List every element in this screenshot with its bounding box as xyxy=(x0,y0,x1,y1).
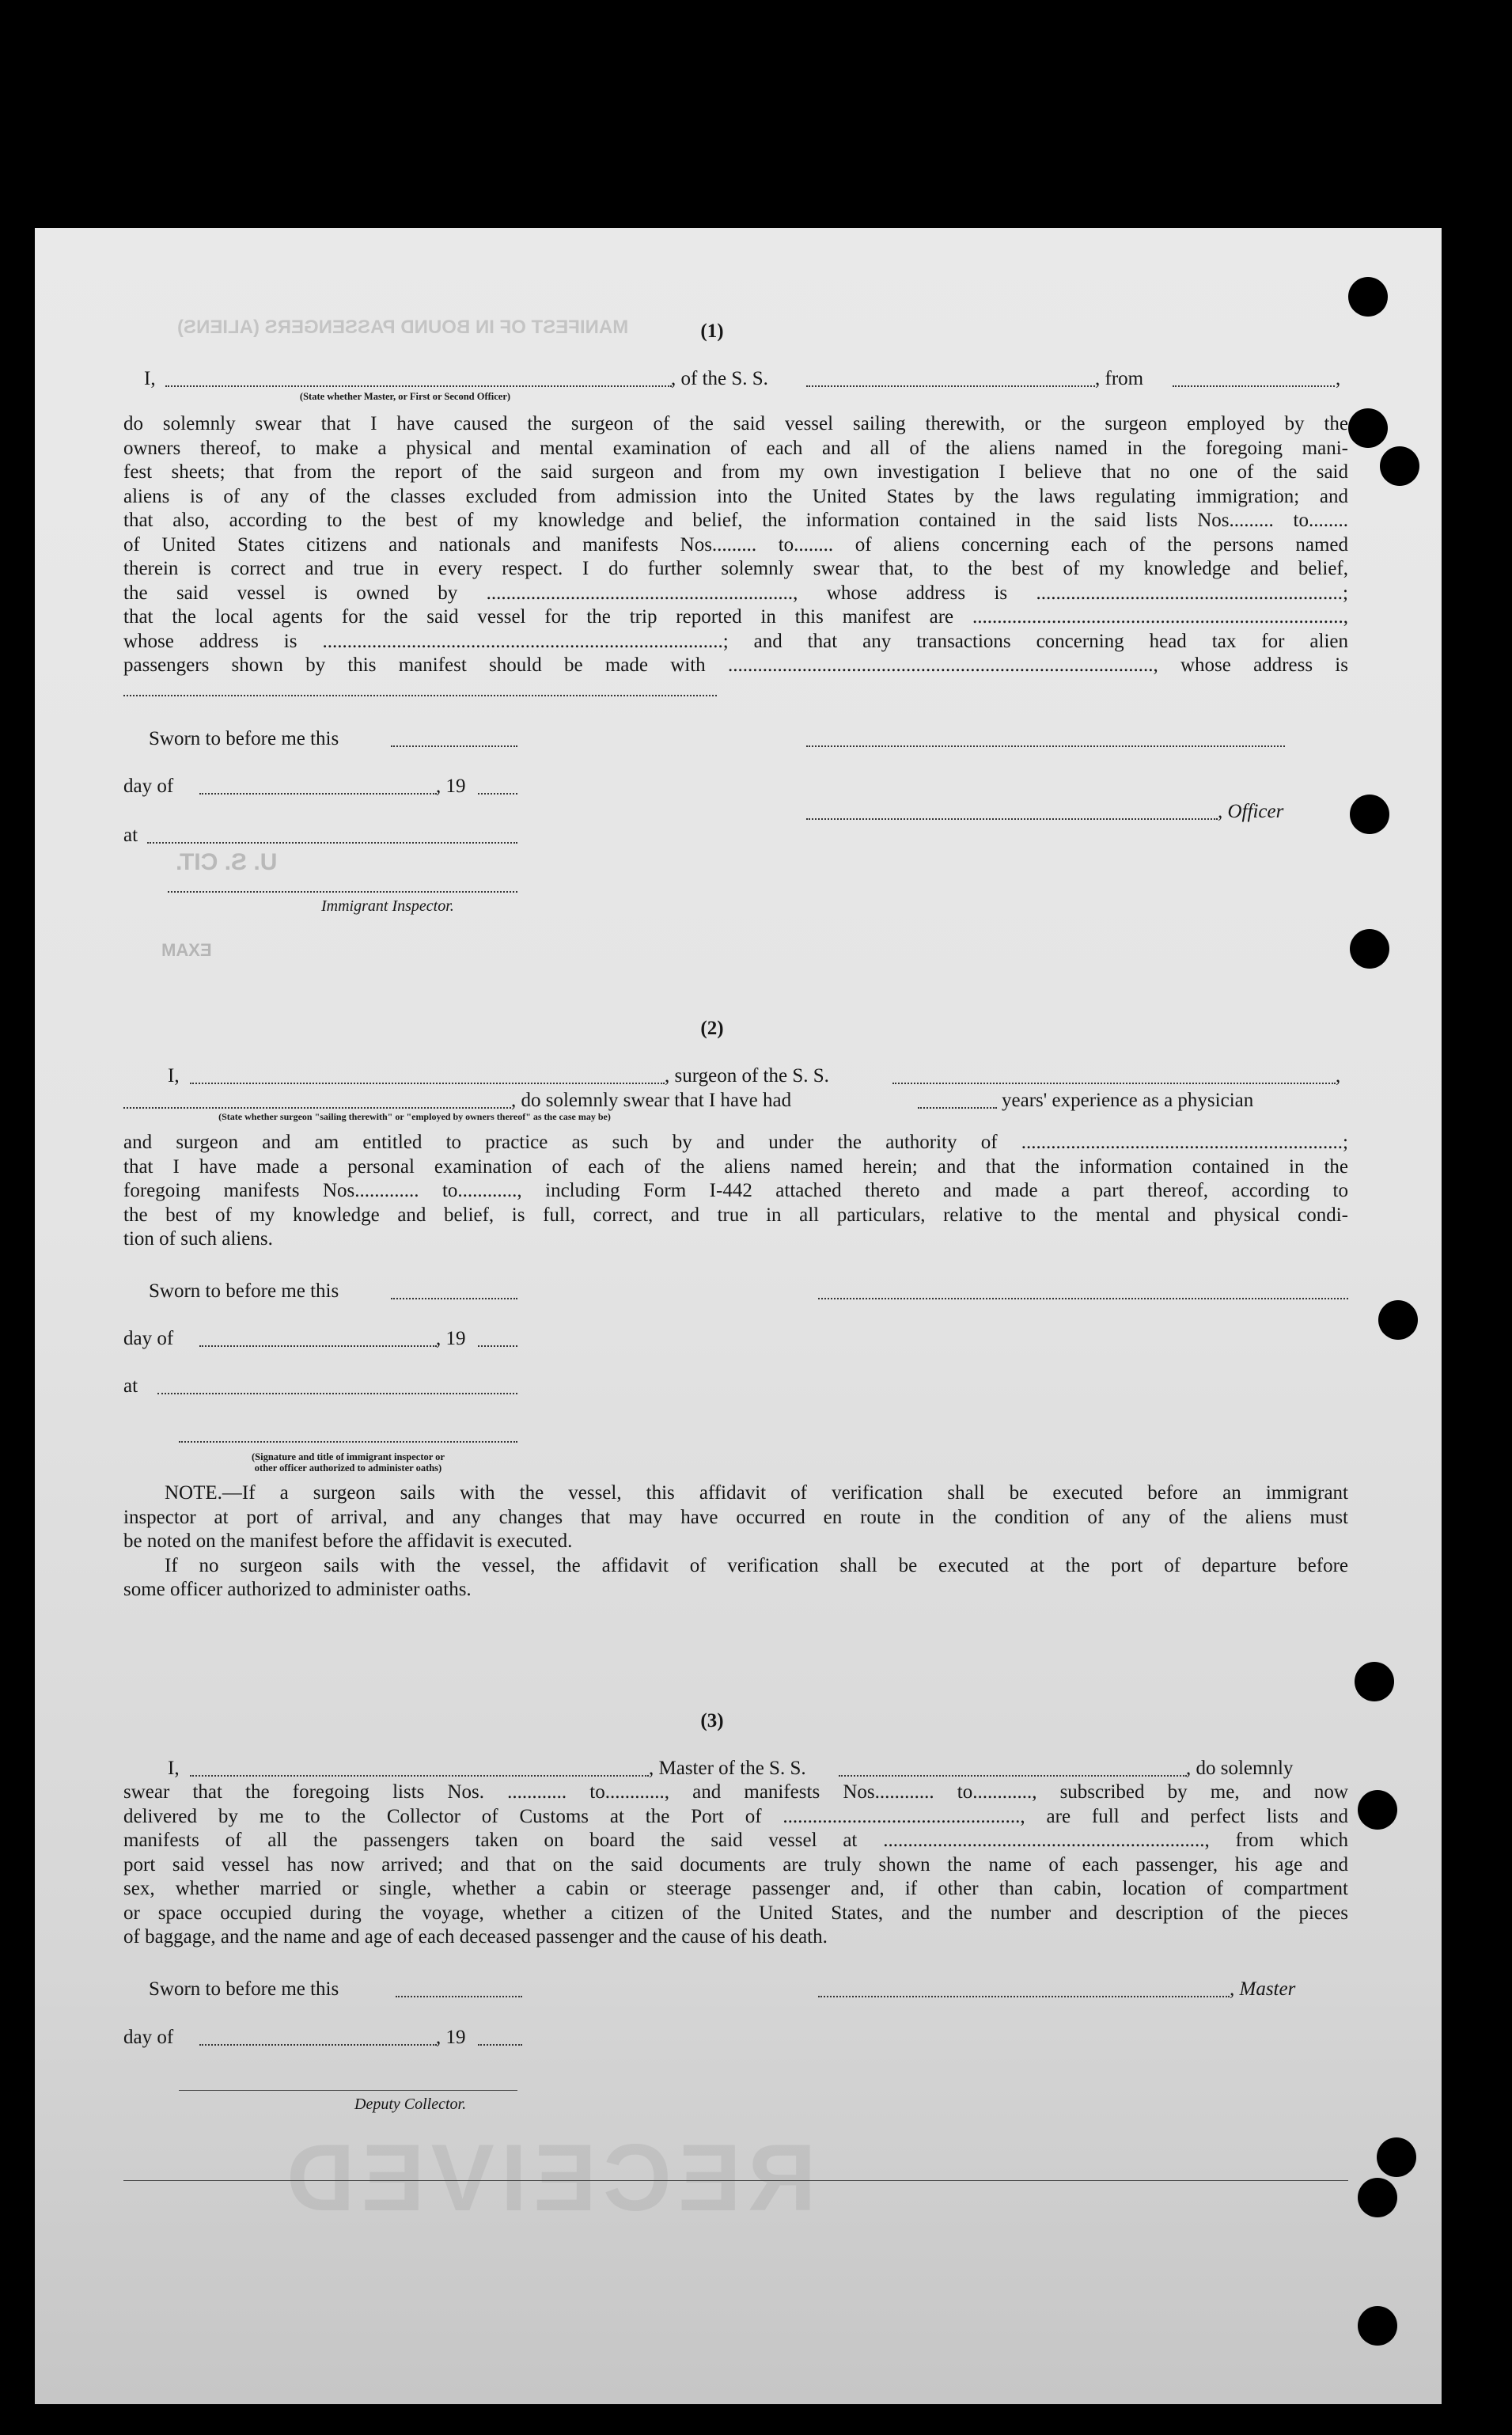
s3-master-of: , Master of the S. S. xyxy=(649,1758,806,1779)
s1-line: therein is correct and true in every respect. I do further solemnly swear that, to the best of my knowledge and belief, xyxy=(123,558,1348,579)
s3-line: delivered by me to the Collector of Customs at the Port of ................................................, are full and perfect lists and xyxy=(123,1805,1348,1827)
surgeon-hint: (State whether surgeon "sailing therewith" or "employed by owners thereof" as the case may be) xyxy=(218,1111,611,1122)
s2-year-line xyxy=(478,1345,517,1347)
s2-i: I, xyxy=(168,1065,180,1087)
s1-line: fest sheets; that from the report of the said surgeon and from my own investigation I believe that no one of the said xyxy=(123,461,1348,483)
master-name-line xyxy=(165,385,672,387)
s2-sworn-line xyxy=(391,1298,517,1299)
punch-hole xyxy=(1348,277,1388,317)
s2-surgeon-of: , surgeon of the S. S. xyxy=(665,1065,829,1087)
s2-at-line xyxy=(157,1393,517,1394)
s1-line: that also, according to the best of my knowledge and belief, the information contained in the said lists Nos......... to........ xyxy=(123,510,1348,531)
punch-hole xyxy=(1380,446,1419,486)
section-1-number: (1) xyxy=(700,320,724,342)
s1-year-line xyxy=(478,793,517,795)
s3-day-of: day of xyxy=(123,2027,174,2048)
s1-line: passengers shown by this manifest should be made with ......................................................................................, whose address is xyxy=(123,654,1348,676)
punch-hole xyxy=(1358,2178,1397,2217)
years-line xyxy=(918,1107,997,1109)
address-continuation-line xyxy=(123,695,717,696)
manifest-page xyxy=(35,228,1442,2404)
officer-label: , Officer xyxy=(1218,801,1284,822)
s2-nineteen: , 19 xyxy=(436,1328,466,1349)
section-1-body xyxy=(123,412,1348,678)
s1-i: I, xyxy=(144,368,156,389)
master-signature-line xyxy=(818,1996,1230,1997)
s2-official-signature-line xyxy=(179,1441,517,1443)
s2-at: at xyxy=(123,1375,138,1397)
verification-note xyxy=(123,1481,1348,1602)
s3-i: I, xyxy=(168,1758,180,1779)
s2-vessel-line xyxy=(892,1083,1336,1084)
s2-line: tion of such aliens. xyxy=(123,1228,273,1250)
collector-signature-line xyxy=(179,2090,517,2091)
s1-day-line xyxy=(199,793,437,795)
us-cit-stamp: U. S. CIT. xyxy=(176,849,278,875)
received-stamp: RECEIVED xyxy=(280,2125,817,2231)
s2-line: that I have made a personal examination of each of the aliens named herein; and that the information contained in the xyxy=(123,1155,1348,1178)
s1-at-line xyxy=(147,842,517,844)
mirrored-header-stamp: MANIFEST OF IN BOUND PASSENGERS (ALIENS) xyxy=(177,317,629,338)
s3-day-line xyxy=(199,2044,437,2046)
s1-line: owners thereof, to make a physical and mental examination of each and all of the aliens named in the foregoing mani- xyxy=(123,437,1348,459)
s2-sig-hint-1: (Signature and title of immigrant inspector or xyxy=(252,1451,445,1462)
s3-line: sex, whether married or single, whether a cabin or steerage passenger and, if other than cabin, location of compartment xyxy=(123,1878,1348,1899)
vessel-name-line xyxy=(806,385,1095,387)
note-line: be noted on the manifest before the affidavit is executed. xyxy=(123,1530,573,1552)
punch-hole xyxy=(1348,408,1388,448)
officer-signature-line xyxy=(806,818,1218,820)
s1-sworn: Sworn to before me this xyxy=(149,728,339,749)
s1-line: aliens is of any of the classes excluded from admission into the United States by the laws regulating immigration; and xyxy=(123,485,1348,507)
punch-hole xyxy=(1355,1662,1394,1701)
s3-solemnly: , do solemnly xyxy=(1186,1758,1294,1779)
note-line: inspector at port of arrival, and any changes that may have occurred en route in the condition of any of the aliens must xyxy=(123,1506,1348,1528)
comma: , xyxy=(1336,368,1341,389)
inspector-label: Immigrant Inspector. xyxy=(321,897,454,915)
s3-nineteen: , 19 xyxy=(436,2027,466,2048)
s2-day-line xyxy=(199,1345,437,1347)
s3-line: of baggage, and the name and age of each deceased passenger and the cause of his death. xyxy=(123,1926,828,1948)
s1-line: whose address is .................................................................................; and that any transactions concerning head tax for alien xyxy=(123,630,1348,652)
s1-line: of United States citizens and nationals and manifests Nos......... to........ of aliens concerning each of the persons named xyxy=(123,533,1348,556)
surgeon-status-line xyxy=(123,1107,511,1109)
s3-vessel-line xyxy=(839,1775,1187,1777)
s3-line: port said vessel has now arrived; and that on the said documents are truly shown the name of each passenger, his age and xyxy=(123,1853,1348,1876)
s2-sig-hint-2: other officer authorized to administer oaths) xyxy=(254,1462,442,1474)
s1-line: that the local agents for the said vessel for the trip reported in this manifest are ..........................................................................., xyxy=(123,606,1348,628)
punch-hole xyxy=(1377,2137,1416,2177)
section-2-body xyxy=(123,1131,1348,1252)
officer-signature-top-line xyxy=(806,745,1285,747)
s1-day-of: day of xyxy=(123,776,174,797)
note-line: If no surgeon sails with the vessel, the affidavit of verification shall be executed at the port of departure before xyxy=(165,1554,1348,1576)
from-port-line xyxy=(1173,385,1335,387)
note-line: NOTE.—If a surgeon sails with the vessel, this affidavit of verification shall be executed before an immigrant xyxy=(165,1482,1348,1504)
punch-hole xyxy=(1350,929,1389,969)
collector-label: Deputy Collector. xyxy=(354,2096,467,2113)
section-3-number: (3) xyxy=(700,1710,724,1731)
s1-sworn-line xyxy=(391,745,517,747)
s1-of-ss: , of the S. S. xyxy=(671,368,768,389)
s3-sworn-line xyxy=(396,1996,522,1997)
s3-sworn: Sworn to before me this xyxy=(149,1978,339,2000)
master-hint: (State whether Master, or First or Second Officer) xyxy=(299,391,511,402)
inspector-signature-line xyxy=(168,891,517,893)
s2-line: the best of my knowledge and belief, is full, correct, and true in all particulars, relative to the mental and physical condi- xyxy=(123,1204,1348,1226)
s1-line: the said vessel is owned by .............................................................., whose address is ..............................................................; xyxy=(123,582,1348,604)
section-2-number: (2) xyxy=(700,1018,724,1039)
s2-day-of: day of xyxy=(123,1328,174,1349)
s2-swear: , do solemnly swear that I have had xyxy=(511,1090,792,1111)
punch-hole xyxy=(1358,1790,1397,1830)
comma: , xyxy=(1336,1065,1341,1087)
s3-master-name-line xyxy=(190,1775,649,1777)
punch-hole xyxy=(1378,1300,1418,1340)
s3-line: or space occupied during the voyage, whether a citizen of the United States, and the number and description of the pieces xyxy=(123,1902,1348,1924)
s1-line: do solemnly swear that I have caused the surgeon of the said vessel sailing therewith, or the surgeon employed by the xyxy=(123,413,1348,434)
section-3-body xyxy=(123,1781,1348,1950)
punch-hole xyxy=(1350,795,1389,834)
surgeon-name-line xyxy=(190,1083,665,1084)
s1-at: at xyxy=(123,825,138,846)
s3-line: swear that the foregoing lists Nos. ............ to............, and manifests Nos............ to............, subscribed by me, and now xyxy=(123,1781,1348,1803)
bottom-rule xyxy=(123,2180,1348,2181)
s1-nineteen: , 19 xyxy=(436,776,466,797)
s2-line: and surgeon and am entitled to practice as such by and under the authority of .................................................................; xyxy=(123,1132,1348,1153)
s2-line: foregoing manifests Nos............. to............, including Form I-442 attached thereto and made a part thereof, according to xyxy=(123,1180,1348,1201)
s2-years: years' experience as a physician xyxy=(1002,1090,1254,1111)
exam-stamp: EXAM xyxy=(161,940,212,960)
master-label: , Master xyxy=(1230,1978,1296,2000)
s3-year-line xyxy=(478,2044,522,2046)
surgeon-signature-line xyxy=(818,1298,1348,1299)
s2-sworn: Sworn to before me this xyxy=(149,1280,339,1302)
note-line: some officer authorized to administer oaths. xyxy=(123,1579,472,1600)
punch-hole xyxy=(1358,2306,1397,2346)
s3-line: manifests of all the passengers taken on board the said vessel at ................................................................., from which xyxy=(123,1830,1348,1851)
s1-from: , from xyxy=(1095,368,1144,389)
